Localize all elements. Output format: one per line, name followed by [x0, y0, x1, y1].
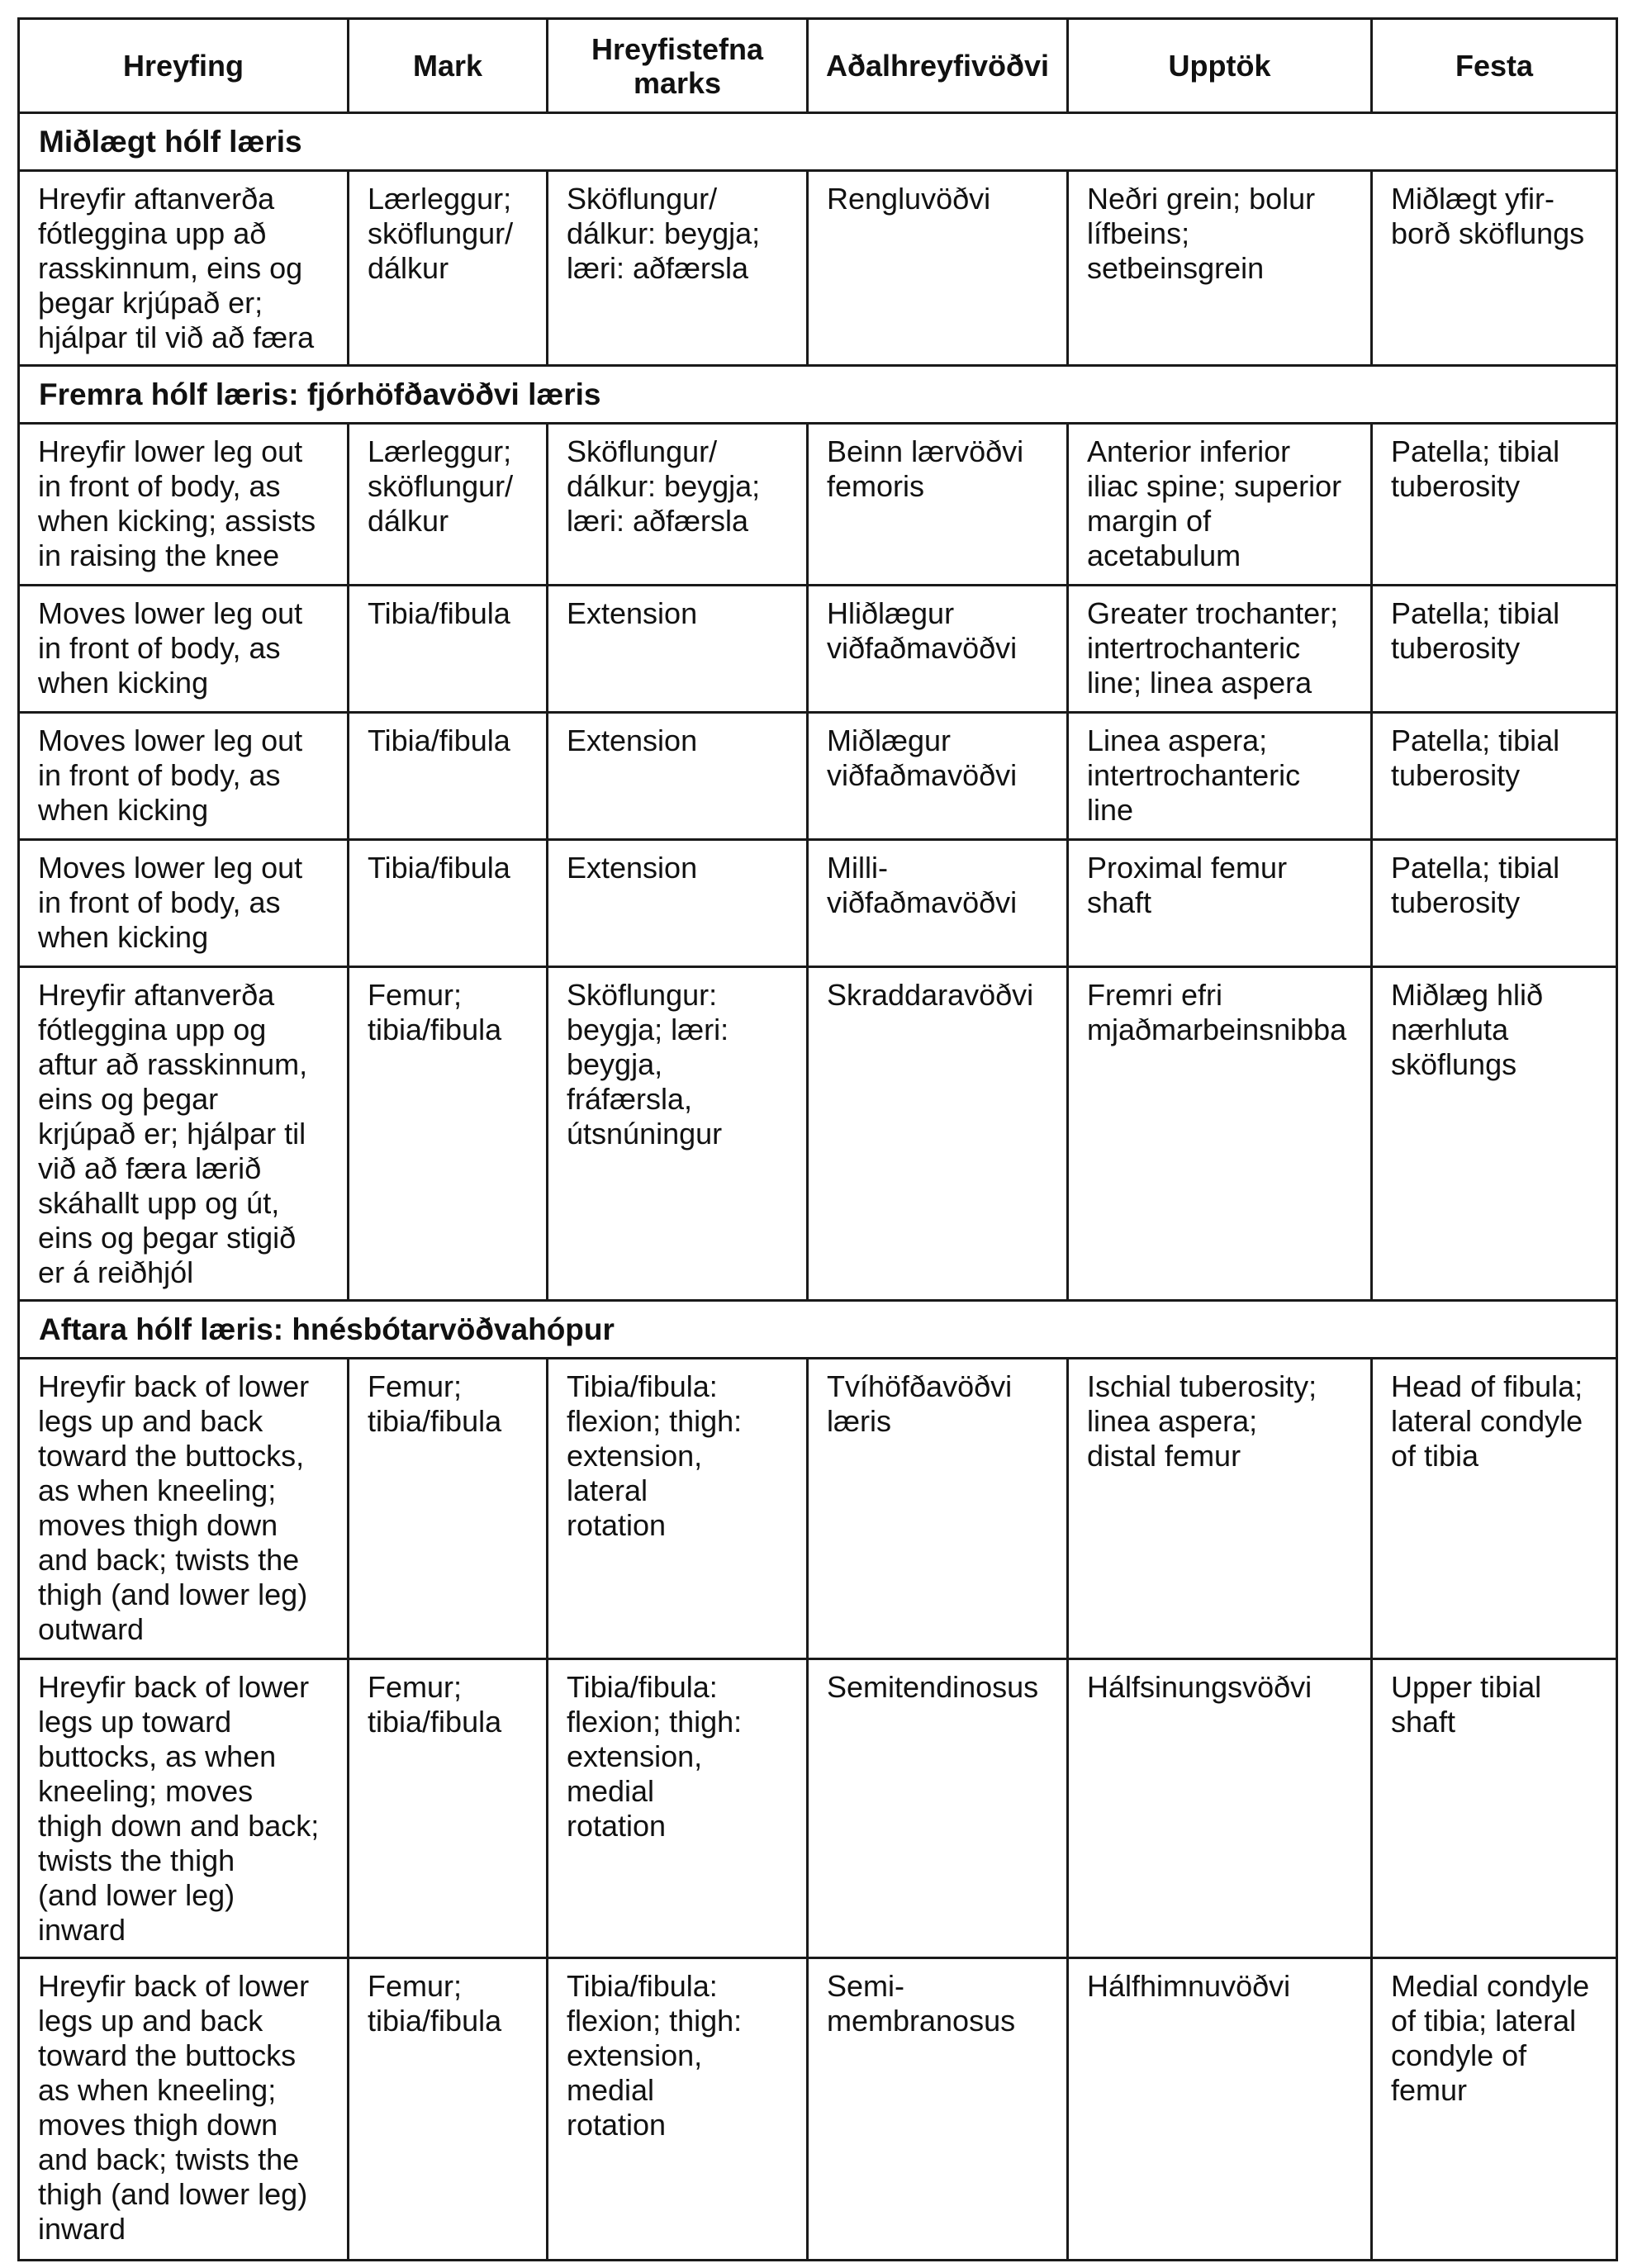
- agonist-cell: Tvíhöfðavöðvi læris: [808, 1359, 1068, 1659]
- target-cell: Femur; tibia/fibula: [349, 1659, 548, 1958]
- target-cell: Tibia/fibula: [349, 586, 548, 713]
- insertion-cell: Patella; tibial tuberosity: [1372, 424, 1617, 586]
- agonist-cell: Beinn lærvöðvi femoris: [808, 424, 1068, 586]
- origin-cell: Proximal femur shaft: [1068, 840, 1372, 967]
- movement-cell: Moves lower leg out in front of body, as when kicking: [19, 713, 349, 840]
- header-target: Mark: [349, 19, 548, 113]
- header-movement: Hreyfing: [19, 19, 349, 113]
- header-target-motion: Hreyfistefna marks: [548, 19, 808, 113]
- target-cell: Femur; tibia/fibula: [349, 967, 548, 1301]
- agonist-cell: Skraddaravöðvi: [808, 967, 1068, 1301]
- section-title: Aftara hólf læris: hnésbótarvöðvahópur: [19, 1301, 1617, 1359]
- target-motion-cell: Sköflungur: beygja; læri: beygja, fráfærsla, útsnúningur: [548, 967, 808, 1301]
- target-motion-cell: Sköflungur/ dálkur: beygja; læri: aðfærsla: [548, 424, 808, 586]
- agonist-cell: Semi- membranosus: [808, 1958, 1068, 2261]
- insertion-cell: Miðlægt yfir- borð sköflungs: [1372, 171, 1617, 366]
- insertion-cell: Patella; tibial tuberosity: [1372, 586, 1617, 713]
- table-row: [19, 1359, 1617, 1659]
- header-row: [19, 19, 1617, 113]
- table-row: [19, 171, 1617, 366]
- movement-cell: Hreyfir back of lower legs up and back toward the buttocks as when kneeling; moves thigh down and back; twists the thigh (and lower leg) inward: [19, 1958, 349, 2261]
- table-row: [19, 713, 1617, 840]
- target-cell: Lærleggur; sköflungur/ dálkur: [349, 424, 548, 586]
- table-row: [19, 1958, 1617, 2261]
- target-motion-cell: Extension: [548, 586, 808, 713]
- table-row: [19, 586, 1617, 713]
- origin-cell: Anterior inferior iliac spine; superior margin of acetabulum: [1068, 424, 1372, 586]
- section-row: [19, 1301, 1617, 1359]
- target-motion-cell: Tibia/fibula: flexion; thigh: extension, lateral rotation: [548, 1359, 808, 1659]
- target-motion-cell: Tibia/fibula: flexion; thigh: extension, medial rotation: [548, 1659, 808, 1958]
- target-cell: Femur; tibia/fibula: [349, 1958, 548, 2261]
- origin-cell: Ischial tuberosity; linea aspera; distal femur: [1068, 1359, 1372, 1659]
- movement-cell: Hreyfir aftanverða fótleggina upp og aftur að rasskinnum, eins og þegar krjúpað er; hjálpar til við að færa lærið skáhallt upp og út, eins og þegar stigið er á reiðhjól: [19, 967, 349, 1301]
- origin-cell: Linea aspera; intertrochanteric line: [1068, 713, 1372, 840]
- section-title: Miðlægt hólf læris: [19, 113, 1617, 171]
- target-cell: Lærleggur; sköflungur/ dálkur: [349, 171, 548, 366]
- insertion-cell: Patella; tibial tuberosity: [1372, 713, 1617, 840]
- header-origin: Upptök: [1068, 19, 1372, 113]
- section-row: [19, 113, 1617, 171]
- movement-cell: Hreyfir aftanverða fótleggina upp að rasskinnum, eins og þegar krjúpað er; hjálpar til við að færa: [19, 171, 349, 366]
- origin-cell: Greater trochanter; intertrochanteric line; linea aspera: [1068, 586, 1372, 713]
- insertion-cell: Miðlæg hlið nærhluta sköflungs: [1372, 967, 1617, 1301]
- target-motion-cell: Extension: [548, 840, 808, 967]
- agonist-cell: Milli- viðfaðmavöðvi: [808, 840, 1068, 967]
- insertion-cell: Upper tibial shaft: [1372, 1659, 1617, 1958]
- agonist-cell: Semitendinosus: [808, 1659, 1068, 1958]
- target-motion-cell: Extension: [548, 713, 808, 840]
- origin-cell: Fremri efri mjaðmarbeinsnibba: [1068, 967, 1372, 1301]
- agonist-cell: Miðlægur viðfaðmavöðvi: [808, 713, 1068, 840]
- origin-cell: Hálfhimnuvöðvi: [1068, 1958, 1372, 2261]
- agonist-cell: Rengluvöðvi: [808, 171, 1068, 366]
- movement-cell: Moves lower leg out in front of body, as when kicking: [19, 586, 349, 713]
- table-row: [19, 840, 1617, 967]
- header-insertion: Festa: [1372, 19, 1617, 113]
- target-motion-cell: Tibia/fibula: flexion; thigh: extension, medial rotation: [548, 1958, 808, 2261]
- target-cell: Tibia/fibula: [349, 840, 548, 967]
- insertion-cell: Medial condyle of tibia; lateral condyle of femur: [1372, 1958, 1617, 2261]
- movement-cell: Hreyfir lower leg out in front of body, as when kicking; assists in raising the knee: [19, 424, 349, 586]
- origin-cell: Hálfsinungsvöðvi: [1068, 1659, 1372, 1958]
- table-header: [19, 19, 1617, 113]
- section-title: Fremra hólf læris: fjórhöfðavöðvi læris: [19, 366, 1617, 424]
- target-cell: Femur; tibia/fibula: [349, 1359, 548, 1659]
- table-row: [19, 1659, 1617, 1958]
- table-row: [19, 967, 1617, 1301]
- origin-cell: Neðri grein; bolur lífbeins; setbeinsgrein: [1068, 171, 1372, 366]
- movement-cell: Hreyfir back of lower legs up and back toward the buttocks, as when kneeling; moves thigh down and back; twists the thigh (and lower leg) outward: [19, 1359, 349, 1659]
- table-body: [19, 113, 1617, 2261]
- insertion-cell: Patella; tibial tuberosity: [1372, 840, 1617, 967]
- agonist-cell: Hliðlægur viðfaðmavöðvi: [808, 586, 1068, 713]
- target-cell: Tibia/fibula: [349, 713, 548, 840]
- muscle-table: [17, 17, 1618, 2261]
- target-motion-cell: Sköflungur/ dálkur: beygja; læri: aðfærsla: [548, 171, 808, 366]
- insertion-cell: Head of fibula; lateral condyle of tibia: [1372, 1359, 1617, 1659]
- movement-cell: Hreyfir back of lower legs up toward buttocks, as when kneeling; moves thigh down and back; twists the thigh (and lower leg) inward: [19, 1659, 349, 1958]
- table-row: [19, 424, 1617, 586]
- section-row: [19, 366, 1617, 424]
- movement-cell: Moves lower leg out in front of body, as when kicking: [19, 840, 349, 967]
- header-agonist: Aðalhreyfivöðvi: [808, 19, 1068, 113]
